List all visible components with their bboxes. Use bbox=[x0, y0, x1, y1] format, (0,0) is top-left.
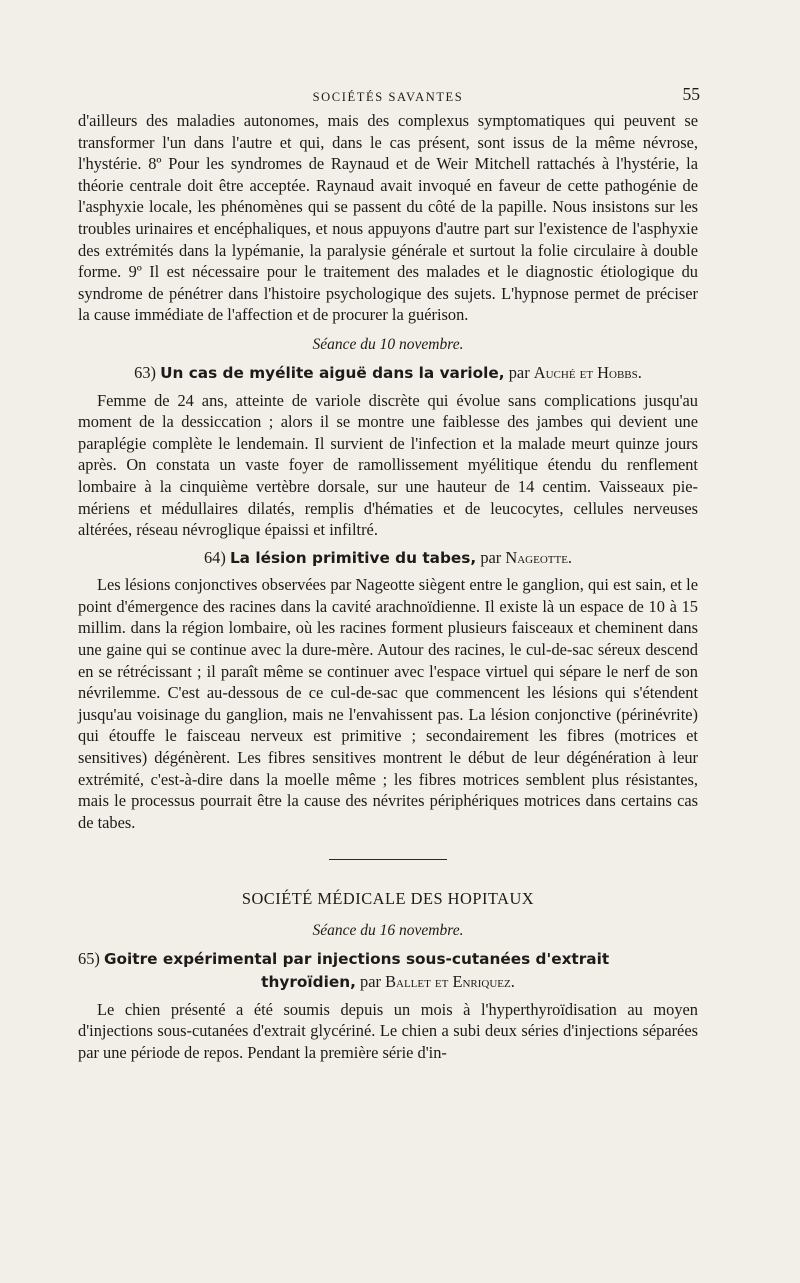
article-63-heading bbox=[78, 362, 698, 385]
article-number: 64) bbox=[203, 547, 226, 567]
session-heading-2: Séance du 16 novembre. bbox=[312, 922, 464, 940]
article-number: 63) bbox=[134, 362, 156, 382]
session-heading: Séance du 10 novembre. bbox=[312, 335, 464, 353]
journal-page bbox=[78, 84, 698, 1063]
article-authors: Ballet et Enriquez. bbox=[385, 972, 515, 991]
article-64-body: Les lésions conjonctives observées par Nageotte siègent entre le ganglion, qui est sain, et le point d'émergence des racines dans la cavité arachnoïdienne. Il existe là un espace de 10 à 15 millim. dans la région lombaire, où les racines forment plusieurs faisceaux et cheminent dans une gaine qui se continue avec la dure-mère. Autour des racines, le cul-de-sac séreux descend en se rétrécissant ; il paraît même se continuer avec l'espace virtuel qui sépare le nerf de son névrilemme. C'est au-dessous de ce cul-de-sac que commencent les lésions qui s'étendent jusqu'au voisinage du ganglion, mais ne l'envahissent pas. La lésion conjonctive (périnévrite) qui étouffe le faisceau nerveux est primitive ; secondairement les fibres (motrices et sensitives) dégénèrent. Les fibres sensitives montrent le début de leur dégénération à leur extrémité, c'est-à-dire dans la moelle même ; les fibres motrices semblent plus résistantes, mais le processus pourrait être la cause des névrites périphériques motrices dans certains cas de tabes. bbox=[78, 575, 698, 832]
article-65-body: Le chien présenté a été soumis depuis un mois à l'hyperthyroïdisation au moyen d'injections sous-cutanées d'extrait glycériné. Le chien a subi deux séries d'injections séparées par une période de repos. Pendant la première série d'in- bbox=[78, 999, 698, 1062]
article-by: par bbox=[508, 362, 530, 382]
article-title: Un cas de myélite aiguë dans la variole, bbox=[160, 363, 505, 382]
article-65-heading bbox=[78, 948, 698, 993]
society-heading: SOCIÉTÉ MÉDICALE DES HOPITAUX bbox=[241, 889, 535, 909]
section-divider bbox=[329, 859, 447, 860]
article-number: 65) bbox=[78, 949, 100, 969]
page-number: 55 bbox=[682, 84, 700, 104]
article-63-body: Femme de 24 ans, atteinte de variole discrète qui évolue sans complications jusqu'au moment de la dessiccation ; alors il se montre une faiblesse des jambes qui devient une paraplégie complète le lendemain. Il survient de l'infection et la malade meurt quinze jours après. On constata un vaste foyer de ramollissement myélitique étendu du renflement lombaire à la cinquième vertèbre dorsale, sur une hauteur de 14 centim. Vaisseaux pie-mériens et médullaires dilatés, remplis d'hématies et de leucocytes, cellules nerveuses altérées, réseau névroglique épaissi et infiltré. bbox=[78, 390, 698, 540]
article-authors: Auché et Hobbs. bbox=[533, 362, 642, 382]
article-title-line2: thyroïdien, bbox=[261, 973, 356, 991]
running-head bbox=[78, 84, 698, 110]
intro-paragraph: d'ailleurs des maladies autonomes, mais des complexus symptomatiques qui peuvent se transformer l'un dans l'autre et qui, dans le cas présent, sont issus de la même névrose, l'hystérie. 8º Pour les syndromes de Raynaud et de Weir Mitchell rattachés à l'hystérie, la théorie centrale doit être acceptée. Raynaud avait invoqué en faveur de cette pathogénie de l'asphyxie locale, les phénomènes qui se passent du côté de la papille. Nous insistons sur les troubles urinaires et encéphaliques, et nous appuyons d'autre part sur l'existence de l'asphyxie des extrémités dans la lypémanie, la paralysie générale et surtout la folie circulaire à double forme. 9º Il est nécessaire pour le traitement des malades et le diagnostic étiologique du syndrome de pénétrer dans l'histoire psychologique des sujets. L'hypnose permet de préciser la cause immédiate de l'affection et de procurer la guérison. bbox=[78, 111, 698, 325]
article-64-heading bbox=[78, 547, 698, 570]
article-authors: Nageotte. bbox=[505, 547, 573, 567]
article-title: La lésion primitive du tabes, bbox=[229, 548, 477, 567]
article-by: par bbox=[360, 972, 381, 991]
article-title-line1: Goitre expérimental par injections sous-cutanées d'extrait bbox=[103, 950, 610, 969]
running-title: SOCIÉTÉS SAVANTES bbox=[312, 90, 464, 104]
article-by: par bbox=[480, 547, 502, 567]
